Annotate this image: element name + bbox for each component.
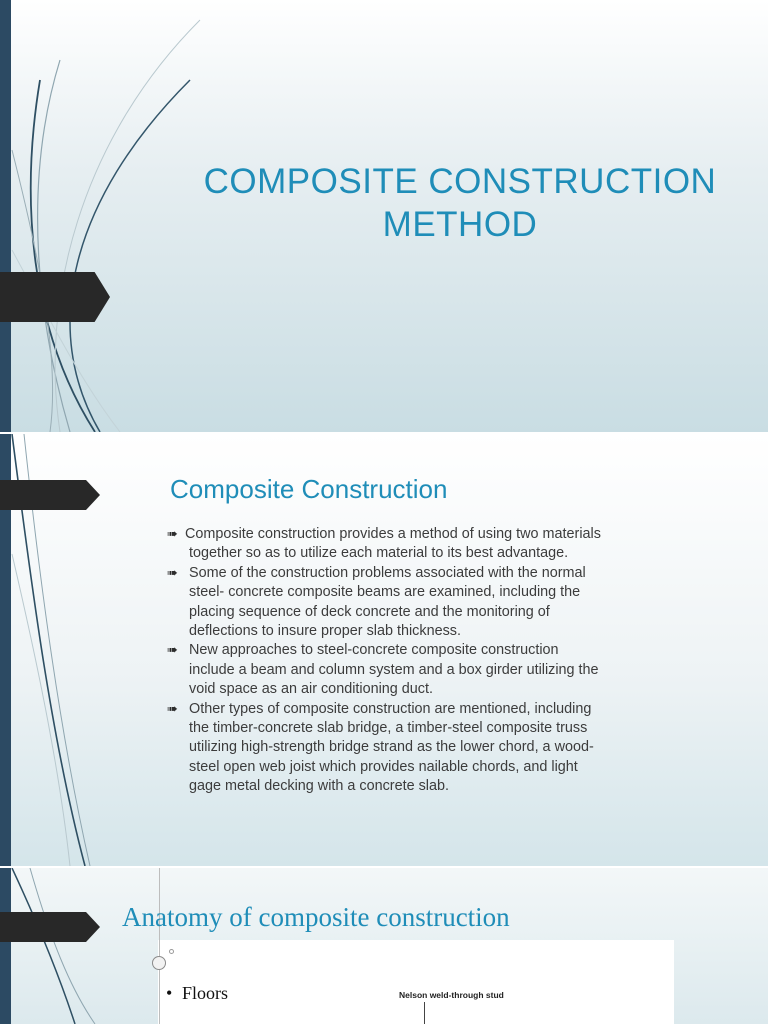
bullet-line: steel- concrete composite beams are examined, including the [189,584,581,601]
bullet-line: deflections to insure proper slab thickness. [189,623,461,640]
image-placeholder-area [158,940,674,1024]
bullet-line: include a beam and column system and a box girder utilizing the [189,661,599,678]
arrow-bullet-icon: ➠ [167,700,178,716]
arrow-tab [0,912,100,942]
bullet-line: together so as to utilize each material to its best advantage. [189,545,569,562]
title-line-1: COMPOSITE CONSTRUCTION [203,162,717,201]
list-item [167,525,727,564]
bullet-line: the timber-concrete slab bridge, a timber-steel composite truss [189,720,588,737]
list-item [167,564,727,642]
arrow-tab [0,272,110,322]
bullet-line: Other types of composite construction are mentioned, including [189,700,592,717]
bullet-line: void space as an air conditioning duct. [189,681,433,698]
floors-label: Floors [182,983,229,1003]
title-line-2: METHOD [382,205,538,244]
slide-heading: Composite Construction [170,474,448,504]
arrow-bullet-icon: ➠ [167,642,178,658]
list-item [167,641,727,699]
resize-handle[interactable] [152,956,166,970]
selection-guide-line [159,868,160,1024]
slide-heading: Anatomy of composite construction [122,902,510,932]
floors-bullet [166,983,228,1004]
rotate-handle[interactable] [169,949,174,954]
figure-label: Nelson weld-through stud [399,990,504,1000]
bullet-line: New approaches to steel-concrete composite construction [189,642,559,659]
bullet-line: utilizing high-strength bridge strand as the lower chord, a wood- [189,739,594,756]
bullet-list [167,525,727,797]
list-item [167,700,727,797]
bullet-line: steel open web joist which provides nailable chords, and light [189,758,578,775]
bullet-line: Some of the construction problems associated with the normal [189,564,586,581]
arrow-tab [0,480,100,510]
arrow-bullet-icon: ➠ [167,564,178,580]
bullet-line: gage metal decking with a concrete slab. [189,778,449,795]
bullet-line: placing sequence of deck concrete and the monitoring of [189,603,550,620]
bullet-line: Composite construction provides a method of using two materials [185,526,601,542]
title-slide [0,0,768,432]
arrow-bullet-icon: ➠ [167,526,178,541]
dot-bullet-icon: • [166,983,173,1003]
figure-leader-line [424,1002,425,1024]
slide-title [160,160,760,246]
